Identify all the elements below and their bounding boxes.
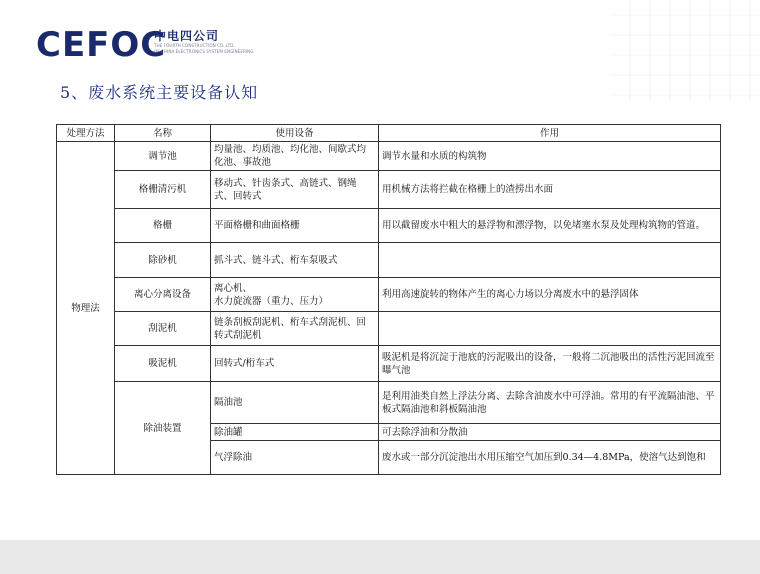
- header-function: 作用: [379, 125, 721, 142]
- row-equipment: 隔油池: [211, 382, 379, 424]
- company-logo: [36, 22, 254, 65]
- table-row: [57, 243, 721, 278]
- row-function: [379, 312, 721, 346]
- row-function: 调节水量和水质的构筑物: [379, 142, 721, 171]
- row-name: 除砂机: [115, 243, 211, 278]
- header-equipment: 使用设备: [211, 125, 379, 142]
- row-equipment: 回转式/桁车式: [211, 346, 379, 382]
- company-name-cn: 中电四公司: [154, 29, 220, 43]
- row-function: 用机械方法将拦截在格栅上的渣捞出水面: [379, 171, 721, 209]
- table-row: [57, 171, 721, 209]
- table-row: [57, 142, 721, 171]
- row-name: 格栅清污机: [115, 171, 211, 209]
- company-name-en-line1: THE FOURTH CONSTRUCTION CO.,LTD.: [154, 43, 235, 48]
- row-equipment: 平面格栅和曲面格栅: [211, 209, 379, 243]
- page-title: 5、废水系统主要设备认知: [60, 83, 259, 102]
- row-equipment: 均量池、均质池、均化池、间歇式均化池、事故池: [211, 142, 379, 171]
- row-function: 用以截留废水中粗大的悬浮物和漂浮物，以免堵塞水泵及处理构筑物的管道。: [379, 209, 721, 243]
- row-equipment: 移动式、针齿条式、高链式、钢绳式、回转式: [211, 171, 379, 209]
- table-row: [57, 209, 721, 243]
- header-method: 处理方法: [57, 125, 115, 142]
- row-name: 刮泥机: [115, 312, 211, 346]
- company-name-en-line2: OF CHINA ELECTRONICS SYSTEM ENGINEERING: [154, 49, 254, 54]
- row-function: 吸泥机是将沉淀于池底的污泥吸出的设备，一般将二沉池吸出的活性污泥回流至曝气池: [379, 346, 721, 382]
- cefoc-logo-wordmark: CEFOC: [36, 25, 167, 65]
- header-name: 名称: [115, 125, 211, 142]
- table-row: [57, 382, 721, 424]
- equipment-table: [56, 124, 721, 475]
- row-equipment: 抓斗式、链斗式、桁车泵吸式: [211, 243, 379, 278]
- row-name: 格栅: [115, 209, 211, 243]
- row-name: 吸泥机: [115, 346, 211, 382]
- category-cell: 物理法: [57, 142, 115, 475]
- row-name: 调节池: [115, 142, 211, 171]
- row-function: 是利用油类自然上浮法分离、去除含油废水中可浮油。常用的有平流隔油池、平板式隔油池和斜板隔油池: [379, 382, 721, 424]
- table-row: [57, 312, 721, 346]
- row-function: 废水或一部分沉淀池出水用压缩空气加压到0.34—4.8MPa，使溶气达到饱和: [379, 441, 721, 475]
- decorative-grid-pattern: [610, 0, 760, 100]
- row-equipment: 链条刮板刮泥机、桁车式刮泥机、回转式刮泥机: [211, 312, 379, 346]
- row-equipment: 离心机、 水力旋流器（重力、压力）: [211, 278, 379, 312]
- oil-group-name: 除油装置: [115, 382, 211, 475]
- row-function: 可去除浮油和分散油: [379, 424, 721, 441]
- row-function: [379, 243, 721, 278]
- row-name: 离心分离设备: [115, 278, 211, 312]
- row-equipment: 除油罐: [211, 424, 379, 441]
- footer-bar: [0, 540, 760, 574]
- cefoc-logo-mark: [36, 22, 167, 65]
- table-row: [57, 278, 721, 312]
- row-function: 利用高速旋转的物体产生的离心力场以分离废水中的悬浮固体: [379, 278, 721, 312]
- table-header-row: [57, 125, 721, 142]
- table-row: [57, 346, 721, 382]
- row-equipment: 气浮除油: [211, 441, 379, 475]
